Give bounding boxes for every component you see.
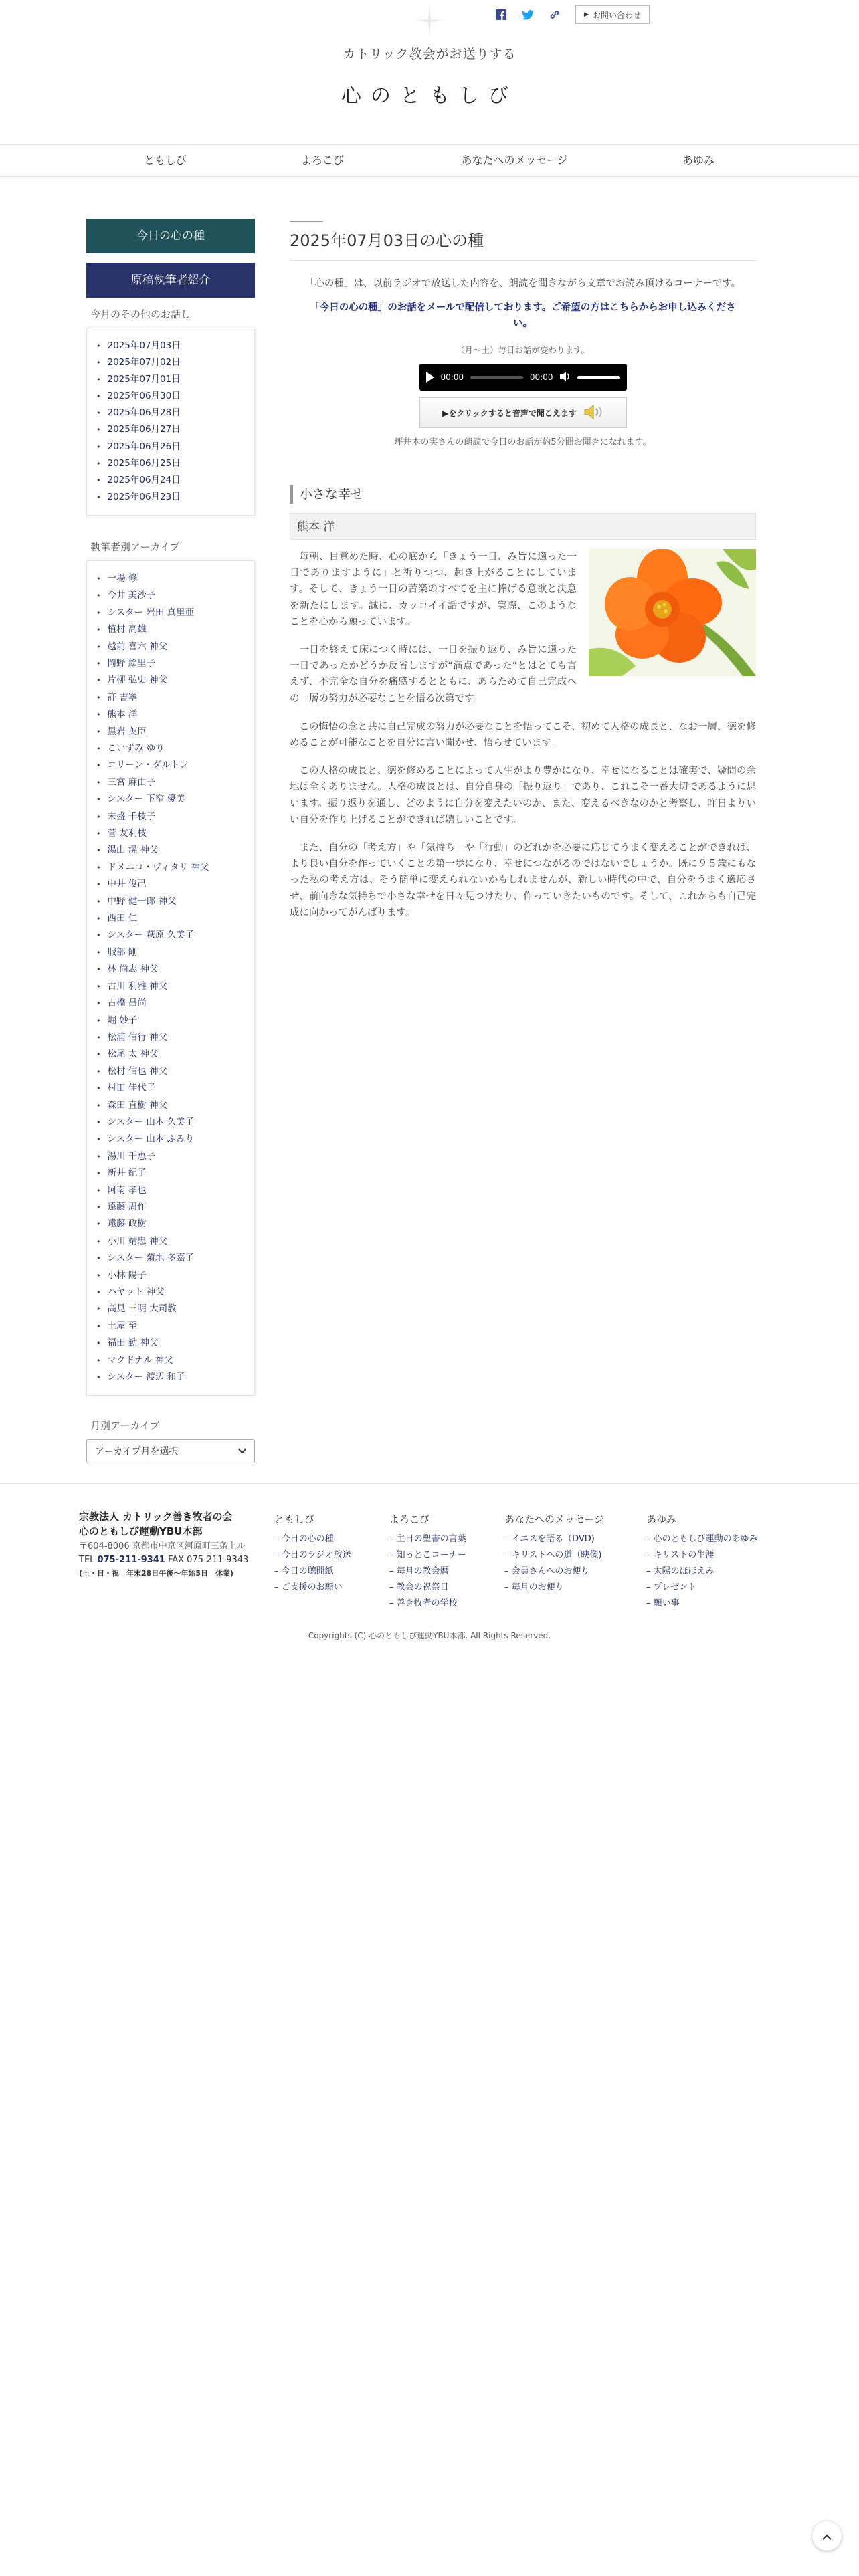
site-subtitle: カトリック教会がお送りする [343,47,516,62]
date-list-box [86,328,255,516]
author-link[interactable]: • 岡野 絵里子 [96,655,248,672]
date-link[interactable]: • 2025年06月24日 [96,472,248,489]
social-toolbar [495,5,650,24]
mail-subscribe-link[interactable]: 「今日の心の種」のお話をメールで配信しております。ご希望の方はこちらからお申し込みください。 [310,302,736,329]
fax-number: 075-211-9343 [187,1555,249,1565]
link-icon[interactable] [549,9,561,21]
office-hours: (土・日・祝 年末28日午後〜年始5日 休業) [79,1569,234,1578]
date-link[interactable]: • 2025年06月26日 [96,439,248,455]
author-link[interactable]: • 福田 勤 神父 [96,1335,248,1352]
audio-player [419,364,627,391]
listen-audio-button[interactable] [419,397,627,428]
author-link[interactable]: • 服部 剛 [96,944,248,961]
story-paragraph: 毎朝、目覚めた時、心の底から「きょう一日、み旨に適った一日でありますように」と祈りつつ、起き上がることにしています。そして、きょう一日の苦楽のすべてを主に捧げる意欲と決意を新たにします。誠に、カッコイイ話ですが、実際、このようなことを心から願っています。 [290,552,577,627]
title-accent [290,221,323,222]
footer-link[interactable]: – 会員さんへのお便り [504,1564,604,1580]
footer-link[interactable]: – プレゼント [646,1580,758,1596]
author-link[interactable]: • シスター 菊地 多嘉子 [96,1250,248,1267]
author-link[interactable]: • 熊本 洋 [96,706,248,723]
author-link[interactable]: • 松村 信也 神父 [96,1063,248,1080]
author-link[interactable]: • 古川 利雅 神父 [96,978,248,995]
author-link[interactable]: • コリーン・ダルトン [96,757,248,774]
footer-link-list [646,1531,758,1612]
date-list [96,338,248,506]
progress-track[interactable] [470,376,523,379]
facebook-icon[interactable] [495,9,507,21]
date-link[interactable]: • 2025年06月25日 [96,455,248,472]
page-title: 2025年07月03日の心の種 [290,227,756,261]
footer-col-ayumi [646,1512,758,1612]
story-paragraph: この悔悟の念と共に自己完成の努力が必要なことを悟ってこそ、初めて人格の成長と、なお一層、徳を修めることが可能なことを自分に言い聞かせ、悟らせています。 [290,721,756,749]
contact-label: お問い合わせ [592,10,641,20]
date-link[interactable]: • 2025年07月02日 [96,354,248,371]
author-link[interactable]: • マクドナル 神父 [96,1352,248,1369]
story-heading: 小さな幸せ [290,485,756,504]
monthly-select-value: アーカイブ月を選択 [95,1446,179,1458]
footer-link[interactable]: – 心のともしび運動のあゆみ [646,1531,758,1547]
footer-col-heading[interactable]: ともしび [274,1513,315,1525]
site-title[interactable]: 心のともしび [341,84,518,108]
footer-link-list [274,1531,351,1596]
story-body [290,549,756,921]
footer-col-heading[interactable]: よろこび [389,1513,430,1525]
footer-link[interactable]: – 今日のラジオ放送 [274,1547,351,1564]
tel-number[interactable]: 075-211-9341 [97,1555,165,1565]
date-link[interactable]: • 2025年06月28日 [96,405,248,421]
main-content [290,221,756,933]
footer-link[interactable]: – 知っとこコーナー [389,1547,466,1564]
author-link[interactable]: • 松尾 太 神父 [96,1046,248,1063]
author-link[interactable]: • 西田 仁 [96,910,248,927]
story-paragraph: 一日を終えて床につく時には、一日を振り返り、み旨に適った一日であったかどうか反省しますが“満点であった”とはとても言えず、不完全な自分を痛感するとともに、あらためて自己完成への一層の努力が必要なことを悟る次第です。 [290,645,577,704]
monthly-archive-select[interactable] [86,1439,255,1463]
date-link[interactable]: • 2025年07月01日 [96,371,248,388]
chevron-up-icon [822,2530,832,2543]
footer-link[interactable]: – キリストの生涯 [646,1547,758,1564]
author-link[interactable]: • 松浦 信行 神父 [96,1029,248,1046]
footer [0,1483,859,1644]
nav-item-yorokobi[interactable]: よろこび [300,154,345,167]
footer-link[interactable]: – 毎月の教会暦 [389,1564,466,1580]
footer-link[interactable]: – 善き牧者の学校 [389,1596,466,1612]
author-link[interactable]: • 黒岩 英臣 [96,724,248,740]
author-archive-heading: 執筆者別アーカイブ [90,540,180,553]
footer-link[interactable]: – キリストへの道（映像) [504,1547,604,1564]
footer-col-yorokobi [389,1512,466,1612]
author-link[interactable]: • 一場 修 [96,570,248,587]
date-link[interactable]: • 2025年07月03日 [96,338,248,354]
org-name: 宗教法人 カトリック善き牧者の会 [79,1511,233,1523]
fax-label: FAX [167,1555,185,1565]
date-link[interactable]: • 2025年06月27日 [96,421,248,438]
nav-item-ayumi[interactable]: あゆみ [682,154,715,167]
footer-col-heading[interactable]: あゆみ [646,1513,677,1525]
twitter-icon[interactable] [522,9,534,21]
listen-button-label: ▶をクリックすると音声で聞こえます [442,408,577,418]
author-link[interactable]: • 村田 佳代子 [96,1080,248,1097]
author-link[interactable]: • シスター 下窄 優美 [96,791,248,808]
current-time: 00:00 [440,372,464,382]
chevron-down-icon [238,1446,246,1457]
author-link[interactable]: • 植村 高雄 [96,621,248,638]
author-link[interactable]: • 遠藤 周作 [96,1199,248,1216]
author-link[interactable]: • 土屋 至 [96,1318,248,1335]
footer-link[interactable]: – 毎月のお便り [504,1580,604,1596]
story-paragraph: この人格の成長と、徳を修めることによって人生がより豊かになり、幸せになることは確実で、疑問の余地は全くありません。人格の成長とは、自分自身の「振り返り」であり、これこそ一番大切であるように思います。振り返りを通し、どのように自分を変えたいのか、また、変えるべきなのかと考察し、昨日よりいい自分を作り上げることができれば嬉しいことです。 [290,766,756,825]
author-link[interactable]: • 小川 靖忠 神父 [96,1233,248,1250]
contact-button[interactable] [575,5,650,24]
footer-link-list [504,1531,604,1596]
author-link[interactable]: • 林 尚志 神父 [96,961,248,978]
org-phone [79,1553,260,1567]
author-link[interactable]: • シスター 山本 久美子 [96,1114,248,1131]
today-seed-button[interactable]: 今日の心の種 [86,219,255,253]
author-link[interactable]: • 遠藤 政樹 [96,1216,248,1232]
story-paragraph: また、自分の「考え方」や「気持ち」や「行動」のどれかを必要に応じてうまく変えることができれば、より良い自分を作っていくことの第一歩になり、幸せにつながるのではないでしょうか。既に９５歳にもなった私の考え方は、そう簡単に変えられないかもしれませんが、新しい時代の中で、自分をうまく適応させ、前向きな気持ちで小さな幸せを日々見つけたり、作っていきたいものです。そして、これからも自己完成に向かってがんばります。 [290,843,756,918]
author-list-box [86,560,255,1396]
author-link[interactable]: • シスター 渡辺 和子 [96,1369,248,1386]
author-link[interactable]: • ドメニコ・ヴィタリ 神父 [96,859,248,876]
date-link[interactable]: • 2025年06月23日 [96,489,248,506]
speaker-icon [583,404,603,422]
footer-link[interactable]: – 今日の心の種 [274,1531,351,1547]
footer-link[interactable]: – 主日の聖書の言葉 [389,1531,466,1547]
author-link[interactable]: • 堀 妙子 [96,1012,248,1029]
other-stories-heading: 今月のその他のお話し [90,308,191,320]
play-icon[interactable] [426,372,434,383]
authors-intro-button[interactable]: 原稿執筆者紹介 [86,263,255,298]
footer-link[interactable]: – 今日の聴開紙 [274,1564,351,1580]
author-link[interactable]: • 末盛 千枝子 [96,809,248,825]
author-link[interactable]: • ハヤット 神父 [96,1284,248,1301]
author-link[interactable]: • 中野 健一郎 神父 [96,893,248,910]
back-to-top-button[interactable] [812,2521,842,2551]
footer-link[interactable]: – 願い事 [646,1596,758,1612]
reader-note: 坪井木の実さんの朗読で今日のお話が約5分間お聞きになれます。 [394,437,652,447]
nav-item-tomoshibi[interactable]: ともしび [143,154,187,167]
footer-link-list [389,1531,466,1612]
author-link[interactable]: • 阿南 孝也 [96,1182,248,1199]
chevron-right-icon: ▶ [584,11,589,18]
author-link[interactable]: • 片柳 弘史 神父 [96,672,248,689]
footer-organization [79,1509,260,1580]
footer-link[interactable]: – ご支援のお願い [274,1580,351,1596]
author-link[interactable]: • 森田 直樹 神父 [96,1097,248,1114]
author-link[interactable]: • 三宮 麻由子 [96,774,248,791]
author-link[interactable]: • シスター 山本 ふみり [96,1131,248,1148]
author-link[interactable]: • 菅 友利枝 [96,825,248,842]
main-nav [0,144,859,177]
author-list [96,570,248,1386]
schedule-note: （月〜土）毎日お話が変わります。 [456,345,589,355]
tel-label: TEL [79,1555,95,1565]
orange-flower-image [589,549,756,676]
nav-item-message[interactable]: あなたへのメッセージ [461,154,568,167]
date-link[interactable]: • 2025年06月30日 [96,388,248,405]
author-link[interactable]: • シスター 岩田 真里亜 [96,605,248,621]
footer-col-message [504,1512,604,1596]
author-link[interactable]: • 湯川 千恵子 [96,1148,248,1165]
author-link[interactable]: • 古橋 昌尚 [96,995,248,1012]
story-author: 熊本 洋 [290,513,756,540]
footer-link[interactable]: – 太陽のほほえみ [646,1564,758,1580]
sidebar [86,219,255,1463]
org-address: 〒604-8006 京都市中京区河原町三条上ル [79,1541,246,1551]
footer-col-heading[interactable]: あなたへのメッセージ [504,1513,605,1525]
copyright: Copyrights (C) 心のともしび運動YBU本部. All Rights Reserved. [308,1631,551,1640]
sparkle-logo-icon [413,4,446,37]
intro-text: 「心の種」は、以前ラジオで放送した内容を、朗読を聞きながら文章でお読み頂けるコーナーです。 [304,278,741,289]
author-link[interactable]: • 高見 三明 大司教 [96,1301,248,1317]
author-link[interactable]: • 越前 喜六 神父 [96,639,248,655]
author-link[interactable]: • 中井 俊己 [96,876,248,893]
author-link[interactable]: • 小林 陽子 [96,1267,248,1284]
duration-time: 00:00 [529,372,553,382]
author-link[interactable]: • 許 書寧 [96,689,248,706]
volume-slider[interactable] [577,376,620,379]
author-link[interactable]: • こいずみ ゆり [96,740,248,757]
monthly-archive-heading: 月別アーカイブ [90,1420,160,1432]
author-link[interactable]: • 新井 紀子 [96,1165,248,1182]
volume-icon[interactable] [560,372,571,383]
footer-col-tomoshibi [274,1512,351,1596]
footer-link[interactable]: – イエスを語る（DVD) [504,1531,604,1547]
footer-link[interactable]: – 教会の祝祭日 [389,1580,466,1596]
org-branch: 心のともしび運動YBU本部 [79,1525,203,1537]
author-link[interactable]: • 今井 美沙子 [96,587,248,604]
author-link[interactable]: • シスター 萩原 久美子 [96,927,248,944]
author-link[interactable]: • 湯山 滉 神父 [96,842,248,859]
